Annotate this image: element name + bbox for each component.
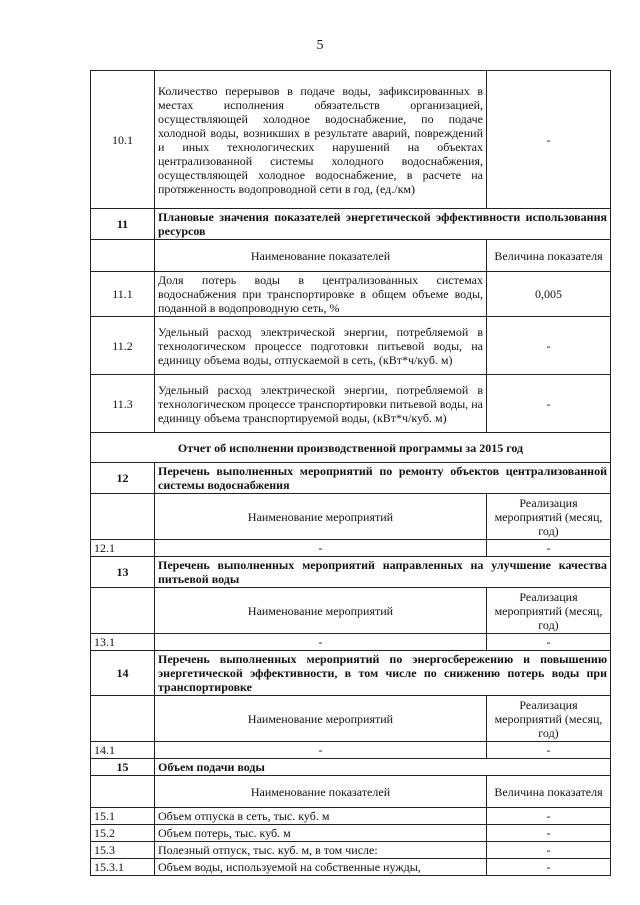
- column-header-name: Наименование мероприятий: [155, 696, 487, 742]
- table-row: [91, 742, 611, 759]
- table-row: [91, 317, 611, 375]
- row-number: 10.1: [91, 71, 155, 209]
- row-value: -: [487, 825, 611, 842]
- row-number: 15.3.1: [91, 859, 155, 876]
- table-row: [91, 375, 611, 433]
- section-number: 12: [91, 463, 155, 494]
- column-header-name: Наименование показателей: [155, 240, 487, 272]
- column-header-value: Величина показателя: [487, 776, 611, 808]
- page-number: 5: [316, 38, 324, 53]
- column-header-value: Реализация мероприятий (месяц, год): [487, 696, 611, 742]
- row-number: 15.3: [91, 842, 155, 859]
- row-description: Объем воды, используемой на собственные нужды,: [155, 859, 487, 876]
- column-header-row: [91, 240, 611, 272]
- column-header-row: [91, 776, 611, 808]
- section-header-row: [91, 463, 611, 494]
- section-header-row: [91, 209, 611, 240]
- table-row: [91, 540, 611, 557]
- row-description: Доля потерь воды в централизованных системах водоснабжения при транспортировке в общем объеме воды, поданной в водопроводную сеть, %: [155, 272, 487, 317]
- report-title-row: [91, 433, 611, 463]
- row-number: 13.1: [91, 634, 155, 651]
- section-title: Плановые значения показателей энергетической эффективности использования ресурсов: [155, 209, 611, 240]
- row-value: -: [487, 859, 611, 876]
- row-description: Количество перерывов в подаче воды, зафиксированных в местах исполнения обязательств организацией, осуществляющей холодное водоснабжение, по подаче холодной воды, возникших в результате аварий, повреждений и иных технологических нарушений на объектах централизованной системы холодного водоснабжения, осуществляющей холодное водоснабжение, в расчете на протяженность водопроводной сети в год, (ед./км): [155, 71, 487, 209]
- column-header-name: Наименование показателей: [155, 776, 487, 808]
- table-row: [91, 842, 611, 859]
- row-number: 11.1: [91, 272, 155, 317]
- row-value: -: [487, 317, 611, 375]
- row-number: 12.1: [91, 540, 155, 557]
- row-number: 15.1: [91, 808, 155, 825]
- section-number: 14: [91, 651, 155, 696]
- row-value: -: [487, 842, 611, 859]
- row-value: 0,005: [487, 272, 611, 317]
- column-header-row: [91, 588, 611, 634]
- row-value: -: [487, 375, 611, 433]
- row-description: -: [155, 540, 487, 557]
- section-title: Перечень выполненных мероприятий направленных на улучшение качества питьевой воды: [155, 557, 611, 588]
- row-value: -: [487, 634, 611, 651]
- column-header-value: Величина показателя: [487, 240, 611, 272]
- section-title: Перечень выполненных мероприятий по энергосбережению и повышению энергетической эффективности, в том числе по снижению потерь воды при транспортировке: [155, 651, 611, 696]
- row-number: 14.1: [91, 742, 155, 759]
- row-description: Полезный отпуск, тыс. куб. м, в том числе:: [155, 842, 487, 859]
- table-row: [91, 808, 611, 825]
- column-header-row: [91, 696, 611, 742]
- row-number: 11.3: [91, 375, 155, 433]
- row-value: -: [487, 742, 611, 759]
- section-header-row: [91, 759, 611, 776]
- table-row: [91, 272, 611, 317]
- row-description: Удельный расход электрической энергии, потребляемой в технологическом процессе транспортировки питьевой воды, на единицу объема транспортируемой воды, (кВт*ч/куб. м): [155, 375, 487, 433]
- row-description: Удельный расход электрической энергии, потребляемой в технологическом процессе подготовки питьевой воды, на единицу объема воды, отпускаемой в сеть, (кВт*ч/куб. м): [155, 317, 487, 375]
- column-header-name: Наименование мероприятий: [155, 588, 487, 634]
- section-header-row: [91, 651, 611, 696]
- column-header-row: [91, 494, 611, 540]
- row-number: 15.2: [91, 825, 155, 842]
- row-description: Объем потерь, тыс. куб. м: [155, 825, 487, 842]
- section-number: 13: [91, 557, 155, 588]
- row-number: 11.2: [91, 317, 155, 375]
- row-value: -: [487, 540, 611, 557]
- section-header-row: [91, 557, 611, 588]
- table-row: [91, 71, 611, 209]
- section-number: 15: [91, 759, 155, 776]
- row-description: -: [155, 742, 487, 759]
- row-description: -: [155, 634, 487, 651]
- column-header-value: Реализация мероприятий (месяц, год): [487, 588, 611, 634]
- section-number: 11: [91, 209, 155, 240]
- row-value: -: [487, 808, 611, 825]
- table-row: [91, 825, 611, 842]
- table-row: [91, 634, 611, 651]
- indicator-table: [90, 70, 611, 876]
- column-header-value: Реализация мероприятий (месяц, год): [487, 494, 611, 540]
- column-header-name: Наименование мероприятий: [155, 494, 487, 540]
- row-description: Объем отпуска в сеть, тыс. куб. м: [155, 808, 487, 825]
- row-value: -: [487, 71, 611, 209]
- section-title: Объем подачи воды: [155, 759, 611, 776]
- section-title: Перечень выполненных мероприятий по ремонту объектов централизованной системы водоснабжения: [155, 463, 611, 494]
- report-title: Отчет об исполнении производственной программы за 2015 год: [91, 433, 611, 463]
- table-row: [91, 859, 611, 876]
